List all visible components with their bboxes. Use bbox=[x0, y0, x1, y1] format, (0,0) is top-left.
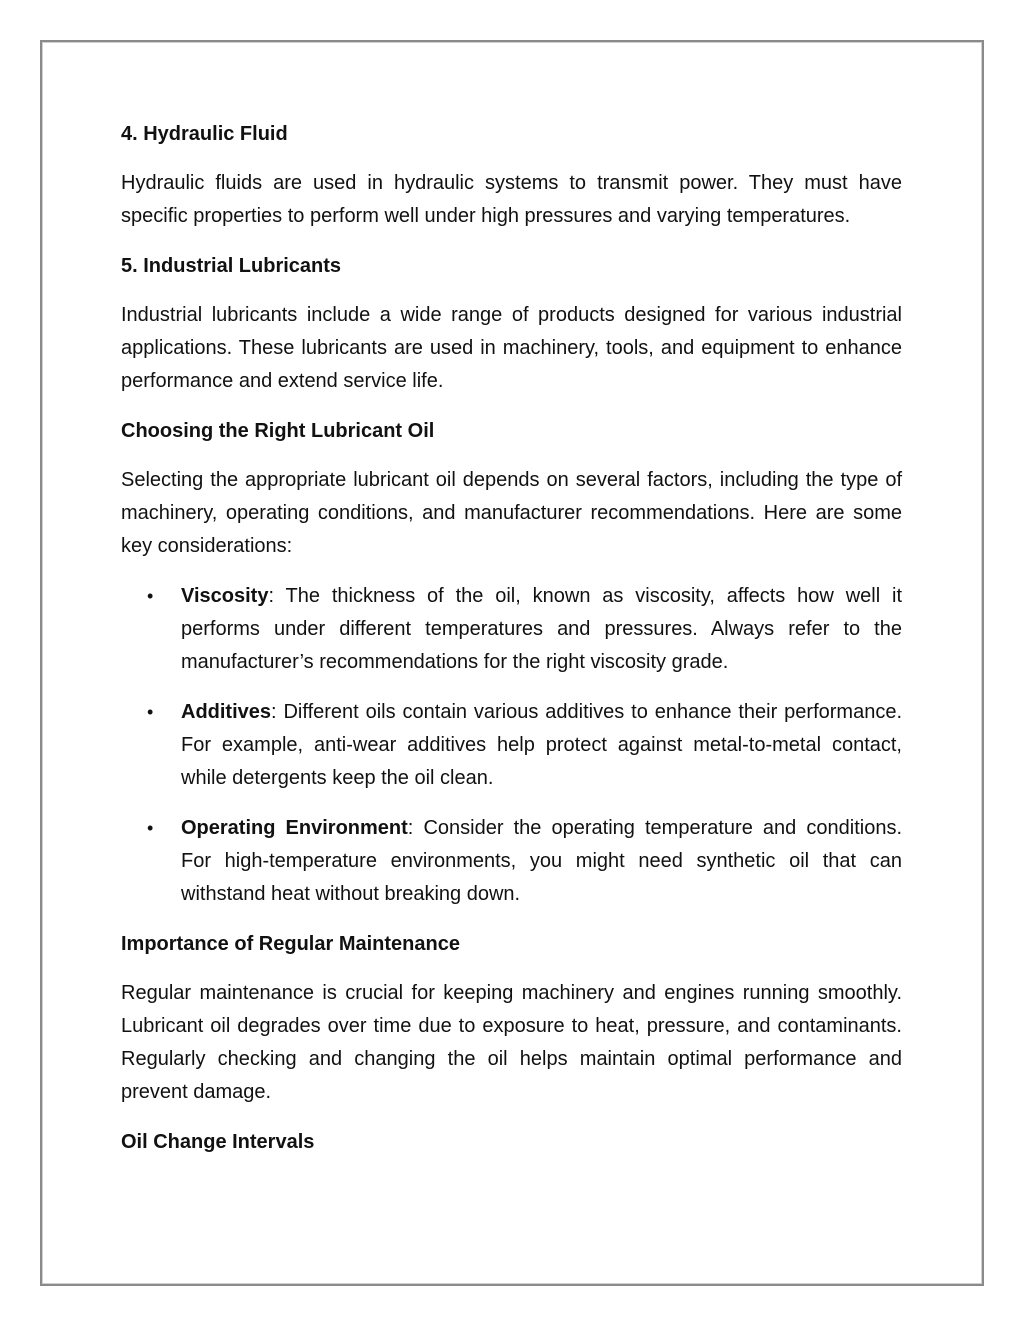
section-paragraph: Industrial lubricants include a wide range of products designed for various industrial applications. These lubricants are used in machinery, tools, and equipment to enhance performance and extend service life. bbox=[121, 304, 902, 392]
bullet-icon: • bbox=[147, 818, 154, 838]
list-item-term: Operating Environment bbox=[181, 817, 408, 839]
section-paragraph: Hydraulic fluids are used in hydraulic systems to transmit power. They must have specific properties to perform well under high pressures and varying temperatures. bbox=[121, 172, 902, 227]
list-item bbox=[121, 696, 902, 795]
section-heading: Choosing the Right Lubricant Oil bbox=[121, 420, 435, 442]
considerations-list bbox=[121, 580, 902, 911]
section-paragraph: Regular maintenance is crucial for keeping machinery and engines running smoothly. Lubricant oil degrades over time due to exposure to heat, pressure, and contaminants. Regularly checking and changing the oil helps maintain optimal performance and prevent damage. bbox=[121, 982, 902, 1103]
section-oil-change-intervals bbox=[121, 1126, 902, 1159]
list-item-text: : The thickness of the oil, known as viscosity, affects how well it performs under different temperatures and pressures. Always refer to the manufacturer’s recommendations for the right viscosity grade. bbox=[181, 585, 902, 673]
section-industrial-lubricants bbox=[121, 250, 902, 398]
section-heading: 4. Hydraulic Fluid bbox=[121, 123, 288, 145]
section-paragraph: Selecting the appropriate lubricant oil depends on several factors, including the type of machinery, operating conditions, and manufacturer recommendations. Here are some key considerations: bbox=[121, 469, 902, 557]
bullet-icon: • bbox=[147, 586, 154, 606]
section-choosing-lubricant bbox=[121, 415, 902, 563]
list-item bbox=[121, 812, 902, 911]
list-item-text: : Different oils contain various additives to enhance their performance. For example, anti-wear additives help protect against metal-to-metal contact, while detergents keep the oil clean. bbox=[181, 701, 902, 789]
section-hydraulic-fluid bbox=[121, 118, 902, 233]
bullet-icon: • bbox=[147, 702, 154, 722]
list-item-text: : Consider the operating temperature and conditions. For high-temperature environments, you might need synthetic oil that can withstand heat without breaking down. bbox=[181, 817, 903, 905]
section-heading: 5. Industrial Lubricants bbox=[121, 255, 342, 277]
section-regular-maintenance bbox=[121, 928, 902, 1109]
section-heading: Importance of Regular Maintenance bbox=[121, 933, 460, 955]
section-heading: Oil Change Intervals bbox=[121, 1131, 315, 1153]
list-item-term: Additives bbox=[181, 701, 272, 723]
list-item bbox=[121, 580, 902, 679]
document-content bbox=[121, 118, 902, 1175]
list-item-term: Viscosity bbox=[181, 585, 269, 607]
